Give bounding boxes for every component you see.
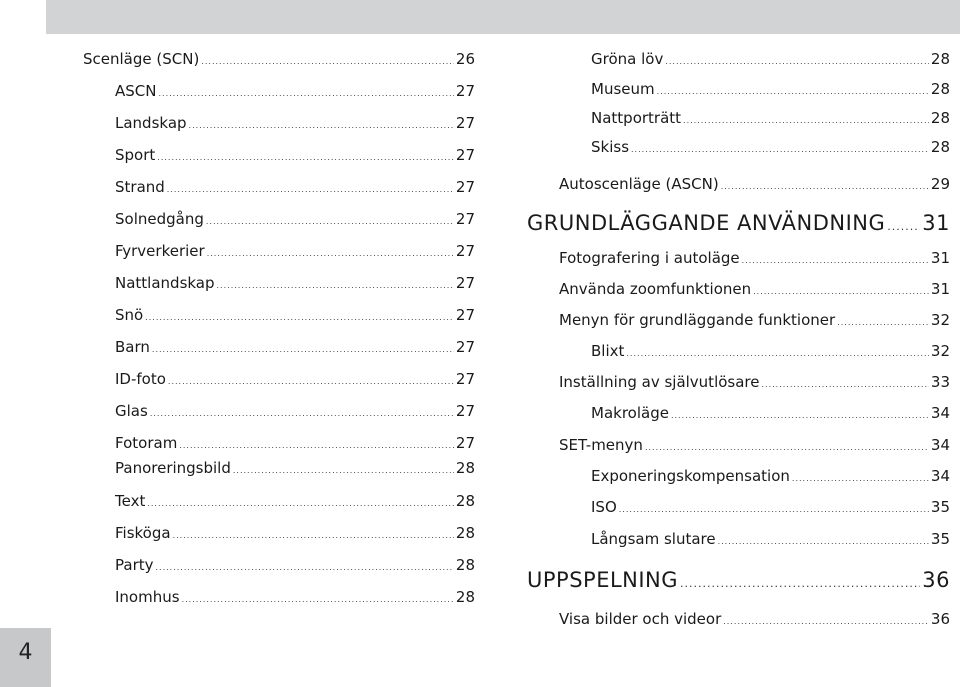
dot-leader — [147, 494, 454, 514]
toc-entry-langsam-slutare[interactable]: Långsam slutare ..... 35 — [591, 529, 950, 552]
dot-leader — [145, 308, 454, 328]
toc-entry-nattlandskap[interactable]: Nattlandskap ..... 27 — [115, 273, 475, 296]
dot-leader — [792, 469, 929, 489]
dot-leader — [189, 116, 454, 136]
dot-leader — [201, 52, 454, 72]
dot-leader — [619, 500, 929, 520]
dot-leader — [721, 177, 929, 197]
dot-leader — [168, 372, 454, 392]
dot-leader — [837, 313, 929, 333]
toc-entry-solnedgang[interactable]: Solnedgång ..... 27 — [115, 209, 475, 232]
toc-entry-barn[interactable]: Barn ..... 27 — [115, 337, 475, 360]
dot-leader — [631, 140, 929, 160]
toc-entry-strand[interactable]: Strand ..... 27 — [115, 177, 475, 200]
toc-entry-exponering[interactable]: Exponeringskompensation ..... 34 — [591, 466, 950, 489]
toc-entry-visa-bilder[interactable]: Visa bilder och videor ..... 36 — [559, 609, 950, 632]
dot-leader — [156, 558, 454, 578]
toc-entry-text[interactable]: Text ..... 28 — [115, 491, 475, 514]
toc-entry-fyrverkerier[interactable]: Fyrverkerier ..... 27 — [115, 241, 475, 264]
dot-leader — [173, 526, 454, 546]
toc-entry-landskap[interactable]: Landskap ..... 27 — [115, 113, 475, 136]
dot-leader — [723, 612, 929, 632]
toc-entry-iso[interactable]: ISO ..... 35 — [591, 497, 950, 520]
toc-entry-glas[interactable]: Glas ..... 27 — [115, 401, 475, 424]
dot-leader — [645, 438, 929, 458]
dot-leader — [762, 375, 929, 395]
toc-entry-fiskoga[interactable]: Fisköga ..... 28 — [115, 523, 475, 546]
dot-leader — [207, 244, 454, 264]
dot-leader — [150, 404, 454, 424]
toc-entry-fotografering[interactable]: Fotografering i autoläge ..... 31 — [559, 248, 950, 271]
dot-leader — [179, 436, 454, 456]
dot-leader — [217, 276, 454, 296]
toc-entry-blixt[interactable]: Blixt ..... 32 — [591, 341, 950, 364]
dot-leader — [887, 214, 920, 240]
toc-entry-id-foto[interactable]: ID-foto ..... 27 — [115, 369, 475, 392]
toc-entry-zoomfunktionen[interactable]: Använda zoomfunktionen ..... 31 — [559, 279, 950, 302]
toc-entry-ascn[interactable]: ASCN ..... 27 — [115, 81, 475, 104]
toc-entry-party[interactable]: Party ..... 28 — [115, 555, 475, 578]
page-number: 4 — [18, 640, 33, 665]
toc-section-grundlaggande[interactable]: GRUNDLÄGGANDE ANVÄNDNING ..... 31 — [527, 210, 950, 240]
toc-entry-sjalvutlosare[interactable]: Inställning av självutlösare ..... 33 — [559, 372, 950, 395]
dot-leader — [152, 340, 454, 360]
toc-entry-grundmeny[interactable]: Menyn för grundläggande funktioner ..... 32 — [559, 310, 950, 333]
dot-leader — [718, 532, 929, 552]
toc-entry-skiss[interactable]: Skiss ..... 28 — [591, 137, 950, 160]
toc-entry-scene-mode[interactable]: Scenläge (SCN) ..... 26 — [83, 49, 475, 72]
dot-leader — [206, 212, 454, 232]
toc-entry-autoscenlage[interactable]: Autoscenläge (ASCN) ..... 29 — [559, 174, 950, 197]
toc-entry-inomhus[interactable]: Inomhus ..... 28 — [115, 587, 475, 610]
dot-leader — [167, 180, 454, 200]
toc-entry-nattportratt[interactable]: Nattporträtt ..... 28 — [591, 108, 950, 131]
dot-leader — [233, 461, 454, 481]
toc-entry-museum[interactable]: Museum ..... 28 — [591, 79, 950, 102]
dot-leader — [753, 282, 929, 302]
dot-leader — [742, 251, 929, 271]
toc-section-uppspelning[interactable]: UPPSPELNING ..... 36 — [527, 567, 950, 597]
dot-leader — [657, 82, 929, 102]
toc-entry-sport[interactable]: Sport ..... 27 — [115, 145, 475, 168]
toc-entry-panoreringsbild[interactable]: Panoreringsbild ..... 28 — [115, 458, 475, 481]
dot-leader — [626, 344, 929, 364]
dot-leader — [158, 84, 453, 104]
dot-leader — [157, 148, 454, 168]
dot-leader — [683, 111, 929, 131]
header-bar — [46, 0, 960, 34]
toc-entry-makrolage[interactable]: Makroläge ..... 34 — [591, 403, 950, 426]
toc-entry-set-menyn[interactable]: SET-menyn ..... 34 — [559, 435, 950, 458]
toc-entry-grona-lov[interactable]: Gröna löv ..... 28 — [591, 49, 950, 72]
dot-leader — [680, 571, 920, 597]
dot-leader — [671, 406, 929, 426]
dot-leader — [182, 590, 454, 610]
dot-leader — [665, 52, 929, 72]
toc-entry-sno[interactable]: Snö ..... 27 — [115, 305, 475, 328]
toc-entry-fotoram[interactable]: Fotoram ..... 27 — [115, 433, 475, 456]
